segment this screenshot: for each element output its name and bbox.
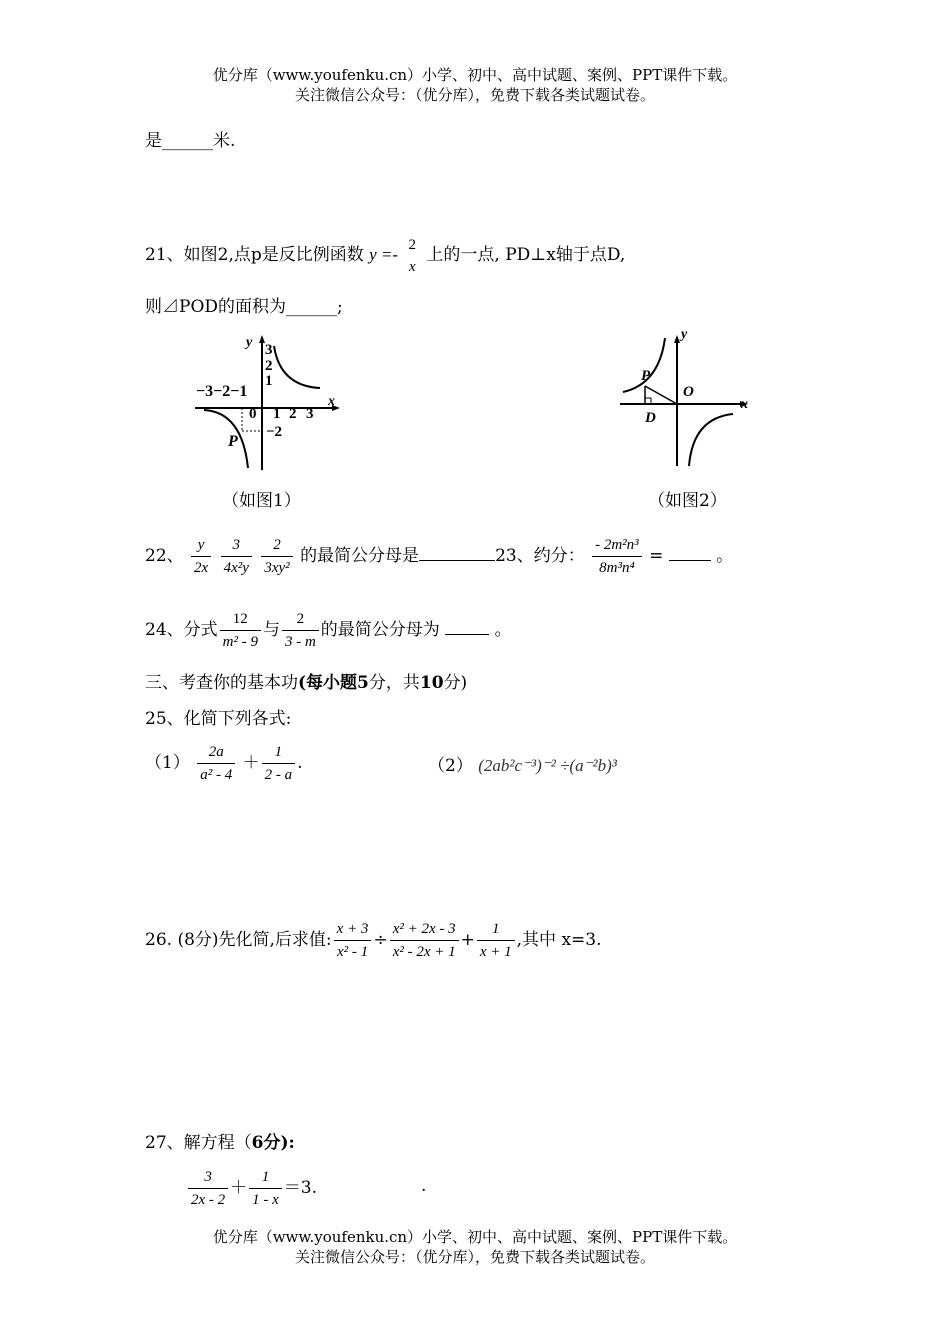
q27-frac-2: [249, 1166, 282, 1211]
fig1-y-tick-2: 2: [265, 358, 273, 374]
section3-b: (每小题: [298, 673, 358, 693]
q26-frac-2: [390, 918, 459, 963]
q26-f1-num: x + 3: [334, 918, 372, 941]
fig2-point-d: D: [645, 410, 656, 426]
header-line-1: 优分库（www.youfenku.cn）小学、初中、高中试题、案例、PPT课件下载。: [212, 66, 738, 84]
q27-b: 6: [251, 1133, 264, 1153]
q27-frac-1: [188, 1166, 228, 1211]
q21-func-lhs: y =-: [369, 245, 399, 264]
figure-1: [190, 328, 350, 473]
q25-p1-frac-1: [197, 741, 235, 786]
q22-label: 22、: [145, 546, 184, 566]
header-line-2: 关注微信公众号：（优分库），免费下载各类试题试卷。: [294, 86, 655, 104]
figure-2: [615, 328, 755, 473]
q26-div: ÷: [373, 930, 388, 950]
q26-f3-num: 1: [477, 918, 515, 941]
q22-f1-den: 2x: [194, 560, 209, 576]
q25-p1-label: （1）: [145, 753, 190, 773]
q26-frac-1: [334, 918, 372, 963]
fig1-y-tick-3: 3: [265, 342, 273, 358]
section3-f: 分): [443, 673, 468, 693]
q25-p1-f1-den: a² - 4: [200, 767, 233, 783]
fig1-x-label: x: [328, 394, 335, 409]
q27-eq: ＝3.: [283, 1178, 318, 1198]
q21-text-b: 上的一点, PD⊥x轴于点D,: [426, 245, 626, 265]
q26-f2-num: x² + 2x - 3: [390, 918, 459, 941]
fig1-y-tick-neg2: −2: [266, 424, 283, 440]
q26-frac-3: [477, 918, 515, 963]
q25-part-1: [145, 737, 303, 789]
fig2-caption: （如图2）: [648, 491, 727, 511]
fig2-y-arrow: [674, 335, 680, 343]
fig1-curve-q3: [204, 410, 248, 468]
fig1-point-p: P: [228, 433, 238, 450]
q26-text-b: ,其中 x=3.: [516, 930, 602, 950]
q24-f1-den: m² - 9: [222, 634, 258, 650]
q24-line: [145, 604, 512, 656]
fig2-curve-q4: [689, 414, 733, 466]
fig2-y-label: y: [681, 328, 688, 342]
q24-frac-2: [282, 608, 319, 653]
fig1-y-tick-1: 1: [265, 373, 273, 389]
q24-blank: [445, 634, 489, 635]
section-3-heading: [145, 668, 467, 693]
q24-frac-1: [220, 608, 261, 653]
q24-f2-num: 2: [282, 608, 319, 631]
q27-c: 分):: [263, 1133, 295, 1153]
q26-f3-den: x + 1: [479, 944, 512, 960]
q23-frac: [592, 534, 642, 579]
q22-frac-3: [261, 534, 292, 579]
fig1-x-tick-3: 3: [306, 406, 314, 422]
q24-text-b: 与: [262, 620, 280, 640]
q21-frac-num: 2: [408, 236, 416, 253]
q22-f1-num: y: [191, 534, 211, 557]
q22-text: 的最简公分母是: [300, 546, 420, 566]
q27-a: 27、解方程（: [145, 1133, 252, 1153]
q27-plus: ＋: [230, 1178, 248, 1198]
fig1-neg-x-ticks: −3−2−1: [196, 383, 248, 400]
q22-q23-line: [145, 528, 733, 584]
q25-title: 25、化简下列各式:: [145, 709, 292, 729]
fig2-x-label: x: [741, 397, 748, 412]
q25-p1-end: .: [297, 753, 303, 773]
q23-end: 。: [716, 546, 734, 566]
footer-line-2: 关注微信公众号：（优分库），免费下载各类试题试卷。: [294, 1248, 655, 1266]
q26-line: [145, 912, 602, 968]
q21-text-a: 21、如图2,点p是反比例函数: [145, 245, 364, 265]
q24-text-c: 的最简公分母为: [320, 620, 440, 640]
section3-a: 三、考查你的基本功: [145, 673, 298, 693]
q21-fraction: [405, 234, 419, 278]
q23-eq: =: [649, 546, 664, 566]
q25-p1-frac-2: [262, 741, 296, 786]
fig2-point-p: P: [641, 368, 651, 384]
q22-f2-den: 4x²y: [223, 560, 249, 576]
q20-text-a: 是: [145, 131, 162, 151]
fig2-point-o: O: [683, 384, 694, 400]
q27-title: [145, 1128, 295, 1153]
q23-label: 23、约分：: [495, 546, 585, 566]
q21-line-1: [145, 230, 625, 280]
fig1-origin: 0: [249, 406, 257, 422]
q21-frac-den: x: [408, 258, 416, 275]
q23-num: - 2m²n³: [592, 534, 642, 557]
q20-text-b: 米.: [213, 131, 236, 151]
q20-tail: [145, 126, 235, 151]
q27-f2-den: 1 - x: [252, 1192, 279, 1208]
fig1-y-label: y: [246, 335, 253, 350]
q26-text-a: 26. (8分)先化简,后求值:: [145, 930, 332, 950]
fig1-caption: （如图1）: [222, 491, 301, 511]
q25-p1-f1-num: 2a: [197, 741, 235, 764]
q25-p2-label: （2）: [428, 756, 473, 776]
fig1-x-tick-1: 1: [273, 406, 281, 422]
q26-f1-den: x² - 1: [336, 944, 369, 960]
q25-p1-f2-den: 2 - a: [264, 767, 293, 783]
fig1-x-tick-2: 2: [289, 406, 297, 422]
q25-p2-expr: (2ab²c⁻³)⁻² ÷(a⁻²b)³: [478, 756, 617, 775]
q22-frac-1: [191, 534, 211, 579]
q24-text-a: 24、分式: [145, 620, 218, 640]
fig1-curve-q1: [274, 346, 320, 388]
q26-plus: +: [460, 930, 475, 950]
footer-line-1: 优分库（www.youfenku.cn）小学、初中、高中试题、案例、PPT课件下载。: [212, 1228, 738, 1246]
q25-part-2: [428, 751, 617, 776]
q22-f3-den: 3xy²: [264, 560, 290, 576]
q27-equation: [186, 1162, 317, 1214]
q22-f2-num: 3: [221, 534, 252, 557]
section3-e: 10: [419, 673, 444, 693]
q21-line-2: 则⊿POD的面积为______;: [145, 297, 343, 317]
q20-blank: ______: [162, 131, 213, 151]
q25-p1-plus: ＋: [242, 753, 260, 773]
q27-f1-num: 3: [188, 1166, 228, 1189]
q23-den: 8m³n⁴: [599, 560, 635, 576]
q27-f2-num: 1: [249, 1166, 282, 1189]
q24-end: 。: [494, 620, 512, 640]
q22-f3-num: 2: [261, 534, 292, 557]
q27-dot: .: [421, 1176, 427, 1196]
q25-p1-f2-num: 1: [262, 741, 296, 764]
q22-blank: [419, 560, 495, 561]
q22-frac-2: [221, 534, 252, 579]
fig2-po-line: [645, 386, 677, 404]
q24-f2-den: 3 - m: [284, 634, 316, 650]
q24-f1-num: 12: [220, 608, 261, 631]
section3-c: 5: [357, 673, 369, 693]
q26-f2-den: x² - 2x + 1: [392, 944, 456, 960]
section3-d: 分，共: [368, 673, 420, 693]
q27-f1-den: 2x - 2: [191, 1192, 226, 1208]
q23-blank: [669, 560, 711, 561]
